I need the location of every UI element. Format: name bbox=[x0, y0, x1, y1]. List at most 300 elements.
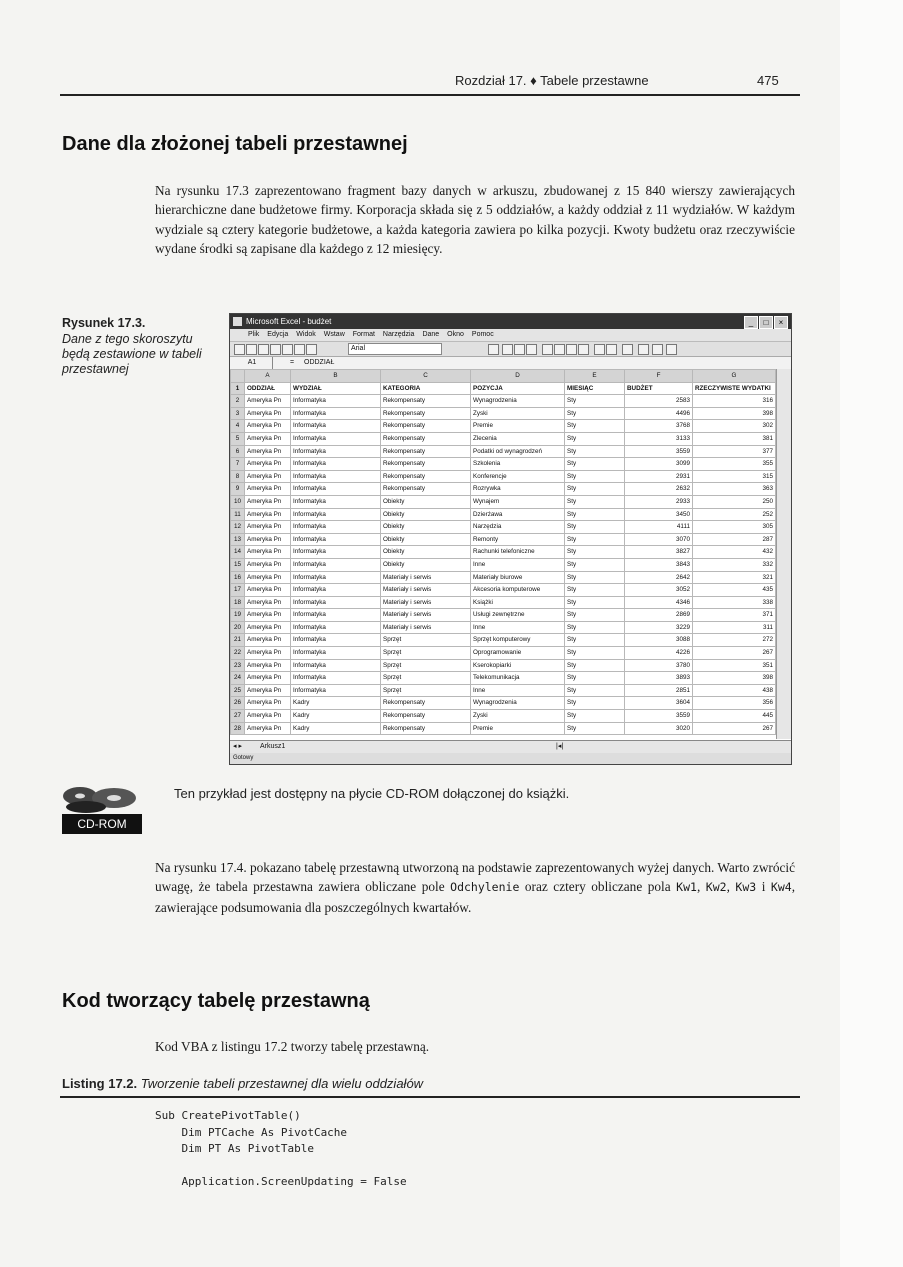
grid-cell[interactable]: Premie bbox=[471, 722, 565, 735]
grid-cell[interactable]: Premie bbox=[471, 420, 565, 433]
row-number[interactable]: 13 bbox=[231, 533, 245, 546]
grid-cell[interactable]: Sty bbox=[565, 697, 625, 710]
row-number[interactable]: 7 bbox=[231, 458, 245, 471]
row-number[interactable]: 16 bbox=[231, 571, 245, 584]
grid-cell[interactable]: Obiekty bbox=[381, 533, 471, 546]
table-row bbox=[231, 470, 776, 483]
grid-cell[interactable]: Sty bbox=[565, 470, 625, 483]
grid-cell[interactable]: Dzierżawa bbox=[471, 508, 565, 521]
grid-cell[interactable]: Informatyka bbox=[291, 684, 381, 697]
grid-cell[interactable]: 338 bbox=[693, 596, 776, 609]
row-number[interactable]: 25 bbox=[231, 684, 245, 697]
align-right-icon[interactable] bbox=[566, 344, 577, 355]
grid-cell[interactable]: Ameryka Pn bbox=[245, 621, 291, 634]
grid-cell[interactable]: Sty bbox=[565, 596, 625, 609]
grid-cell[interactable]: 315 bbox=[693, 470, 776, 483]
grid-cell[interactable]: Sty bbox=[565, 584, 625, 597]
grid-cell[interactable]: Książki bbox=[471, 596, 565, 609]
row-number[interactable]: 14 bbox=[231, 546, 245, 559]
grid-cell[interactable]: Ameryka Pn bbox=[245, 647, 291, 660]
align-center-icon[interactable] bbox=[554, 344, 565, 355]
grid-cell[interactable]: Wynagrodzenia bbox=[471, 697, 565, 710]
grid-cell[interactable]: Informatyka bbox=[291, 621, 381, 634]
grid-cell[interactable]: Informatyka bbox=[291, 395, 381, 408]
grid-cell[interactable]: BUDŻET bbox=[625, 382, 693, 395]
grid-cell[interactable]: 432 bbox=[693, 546, 776, 559]
column-header[interactable]: C bbox=[381, 370, 471, 383]
row-number[interactable]: 5 bbox=[231, 432, 245, 445]
grid-cell[interactable]: Ameryka Pn bbox=[245, 508, 291, 521]
grid-cell[interactable]: 363 bbox=[693, 483, 776, 496]
grid-cell[interactable]: Sty bbox=[565, 647, 625, 660]
font-size-icon[interactable] bbox=[488, 344, 499, 355]
grid-cell[interactable]: 321 bbox=[693, 571, 776, 584]
grid-cell[interactable]: Ameryka Pn bbox=[245, 495, 291, 508]
grid-cell[interactable]: 3070 bbox=[625, 533, 693, 546]
grid-cell[interactable]: Sprzęt bbox=[381, 647, 471, 660]
grid-cell[interactable]: Rekompensaty bbox=[381, 710, 471, 723]
grid-cell[interactable]: 4226 bbox=[625, 647, 693, 660]
row-number[interactable]: 8 bbox=[231, 470, 245, 483]
grid-cell[interactable]: Rachunki telefoniczne bbox=[471, 546, 565, 559]
grid-cell[interactable]: Ameryka Pn bbox=[245, 407, 291, 420]
grid-cell[interactable]: Rekompensaty bbox=[381, 445, 471, 458]
table-row bbox=[231, 571, 776, 584]
row-number[interactable]: 11 bbox=[231, 508, 245, 521]
grid-cell[interactable]: 2931 bbox=[625, 470, 693, 483]
grid-cell[interactable]: Wynagrodzenia bbox=[471, 395, 565, 408]
menu-item[interactable]: Pomoc bbox=[471, 331, 494, 338]
menu-item[interactable]: Widok bbox=[296, 331, 316, 338]
listing-label: Listing 17.2. bbox=[62, 1076, 138, 1091]
font-color-icon[interactable] bbox=[666, 344, 677, 355]
close-icon[interactable]: × bbox=[774, 316, 788, 329]
grid-cell[interactable]: 3020 bbox=[625, 722, 693, 735]
grid-cell[interactable]: Sprzęt komputerowy bbox=[471, 634, 565, 647]
grid-cell[interactable]: 381 bbox=[693, 432, 776, 445]
vertical-scrollbar[interactable] bbox=[776, 369, 791, 739]
table-row bbox=[231, 407, 776, 420]
sheet-tab-arkusz1[interactable]: Arkusz1 bbox=[260, 743, 286, 750]
grid-cell[interactable]: Materiały i serwis bbox=[381, 609, 471, 622]
grid-cell[interactable]: Informatyka bbox=[291, 609, 381, 622]
grid-cell[interactable]: 316 bbox=[693, 395, 776, 408]
grid-cell[interactable]: Akcesoria komputerowe bbox=[471, 584, 565, 597]
grid-cell[interactable]: 3133 bbox=[625, 432, 693, 445]
grid-cell[interactable]: Sty bbox=[565, 495, 625, 508]
grid-cell[interactable]: Kadry bbox=[291, 710, 381, 723]
grid-cell[interactable]: 332 bbox=[693, 558, 776, 571]
table-row bbox=[231, 508, 776, 521]
figure-caption bbox=[62, 316, 212, 377]
grid-cell[interactable]: Informatyka bbox=[291, 470, 381, 483]
currency-icon[interactable] bbox=[594, 344, 605, 355]
grid-cell[interactable]: Ameryka Pn bbox=[245, 697, 291, 710]
grid-cell[interactable]: Sty bbox=[565, 634, 625, 647]
align-left-icon[interactable] bbox=[542, 344, 553, 355]
grid-cell[interactable]: Usługi zewnętrzne bbox=[471, 609, 565, 622]
row-number[interactable]: 21 bbox=[231, 634, 245, 647]
grid-cell[interactable]: 3559 bbox=[625, 710, 693, 723]
intro-paragraph: Na rysunku 17.3 zaprezentowano fragment bazy danych w arkuszu, zbudowanej z 15 840 wierszy zawierających hierarchiczne dane budżetowe firmy. Korporacja składa się z 5 oddziałów, a każdy oddział z 11 wydziałów. W każdym wydziale są cztery kategorie budżetowe, a każda kategoria zawiera po kilka pozycji. Kwoty budżetu oraz rzeczywiście wydane środki są zapisane dla każdego z 12 miesięcy. bbox=[155, 183, 795, 257]
grid-cell[interactable]: Informatyka bbox=[291, 458, 381, 471]
grid-cell[interactable]: Informatyka bbox=[291, 483, 381, 496]
menu-item[interactable]: Okno bbox=[447, 331, 464, 338]
grid-cell[interactable]: 3893 bbox=[625, 672, 693, 685]
grid-cell[interactable]: KATEGORIA bbox=[381, 382, 471, 395]
grid-cell[interactable]: Rekompensaty bbox=[381, 722, 471, 735]
grid-cell[interactable]: Sty bbox=[565, 508, 625, 521]
row-number[interactable]: 27 bbox=[231, 710, 245, 723]
grid-cell[interactable]: Sty bbox=[565, 672, 625, 685]
column-header[interactable]: D bbox=[471, 370, 565, 383]
grid-cell[interactable]: Ameryka Pn bbox=[245, 432, 291, 445]
row-number[interactable]: 10 bbox=[231, 495, 245, 508]
grid-cell[interactable]: Sty bbox=[565, 558, 625, 571]
grid-cell[interactable]: Ameryka Pn bbox=[245, 395, 291, 408]
menu-item[interactable]: Edycja bbox=[267, 331, 289, 338]
grid-cell[interactable]: Sty bbox=[565, 684, 625, 697]
grid-cell[interactable]: Zlecenia bbox=[471, 432, 565, 445]
pivot-paragraph bbox=[155, 858, 795, 917]
grid-cell[interactable]: 3827 bbox=[625, 546, 693, 559]
table-row bbox=[231, 521, 776, 534]
grid-cell[interactable]: 2869 bbox=[625, 609, 693, 622]
grid-cell[interactable]: Obiekty bbox=[381, 495, 471, 508]
preview-icon[interactable] bbox=[282, 344, 293, 355]
grid-cell[interactable]: Sty bbox=[565, 609, 625, 622]
grid-cell[interactable]: Informatyka bbox=[291, 571, 381, 584]
table-row bbox=[231, 697, 776, 710]
grid-cell[interactable]: Ameryka Pn bbox=[245, 684, 291, 697]
grid-cell[interactable]: 445 bbox=[693, 710, 776, 723]
underline-icon[interactable] bbox=[526, 344, 537, 355]
grid-cell[interactable]: Sprzęt bbox=[381, 659, 471, 672]
grid-cell[interactable]: Materiały biurowe bbox=[471, 571, 565, 584]
grid-cell[interactable]: Sty bbox=[565, 533, 625, 546]
para2-text-3: , bbox=[696, 879, 706, 895]
grid-cell[interactable]: Ameryka Pn bbox=[245, 420, 291, 433]
row-number[interactable]: 24 bbox=[231, 672, 245, 685]
row-number[interactable]: 28 bbox=[231, 722, 245, 735]
grid-cell[interactable]: Informatyka bbox=[291, 533, 381, 546]
grid-cell[interactable]: Ameryka Pn bbox=[245, 521, 291, 534]
grid-cell[interactable]: 4496 bbox=[625, 407, 693, 420]
grid-cell[interactable]: 2632 bbox=[625, 483, 693, 496]
maximize-icon[interactable]: □ bbox=[759, 316, 773, 329]
row-number[interactable]: 4 bbox=[231, 420, 245, 433]
grid-cell[interactable]: Materiały i serwis bbox=[381, 596, 471, 609]
grid-cell[interactable]: Materiały i serwis bbox=[381, 621, 471, 634]
grid-cell[interactable]: Ameryka Pn bbox=[245, 533, 291, 546]
new-icon[interactable] bbox=[234, 344, 245, 355]
status-bar: Gotowy bbox=[230, 753, 792, 764]
grid-cell[interactable]: Rekompensaty bbox=[381, 470, 471, 483]
excel-menu-bar bbox=[230, 329, 791, 342]
grid-cell[interactable]: Sty bbox=[565, 571, 625, 584]
grid-cell[interactable]: Remonty bbox=[471, 533, 565, 546]
grid-cell[interactable]: 398 bbox=[693, 407, 776, 420]
row-number[interactable]: 3 bbox=[231, 407, 245, 420]
grid-cell[interactable]: Sty bbox=[565, 445, 625, 458]
grid-cell[interactable]: Obiekty bbox=[381, 508, 471, 521]
borders-icon[interactable] bbox=[638, 344, 649, 355]
grid-cell[interactable]: Ameryka Pn bbox=[245, 634, 291, 647]
grid-cell[interactable]: Informatyka bbox=[291, 432, 381, 445]
row-number[interactable]: 1 bbox=[231, 382, 245, 395]
grid-cell[interactable]: Ameryka Pn bbox=[245, 483, 291, 496]
select-all-corner[interactable] bbox=[231, 370, 245, 383]
grid-cell[interactable]: 311 bbox=[693, 621, 776, 634]
grid-cell[interactable]: Ameryka Pn bbox=[245, 571, 291, 584]
grid-cell[interactable]: Rekompensaty bbox=[381, 432, 471, 445]
menu-item[interactable]: Narzędzia bbox=[382, 331, 415, 338]
table-row bbox=[231, 395, 776, 408]
grid-cell[interactable]: Sprzęt bbox=[381, 684, 471, 697]
help-icon[interactable] bbox=[306, 344, 317, 355]
formula-input[interactable]: ODDZIAŁ bbox=[304, 359, 335, 366]
grid-cell[interactable]: Materiały i serwis bbox=[381, 571, 471, 584]
grid-cell[interactable]: Sty bbox=[565, 621, 625, 634]
grid-cell[interactable]: Inne bbox=[471, 684, 565, 697]
row-number[interactable]: 9 bbox=[231, 483, 245, 496]
grid-cell[interactable]: Ameryka Pn bbox=[245, 558, 291, 571]
bold-icon[interactable] bbox=[502, 344, 513, 355]
grid-cell[interactable]: 3768 bbox=[625, 420, 693, 433]
grid-cell[interactable]: 302 bbox=[693, 420, 776, 433]
grid-cell[interactable]: Informatyka bbox=[291, 407, 381, 420]
row-number[interactable]: 15 bbox=[231, 558, 245, 571]
merge-icon[interactable] bbox=[578, 344, 589, 355]
grid-cell[interactable]: 3052 bbox=[625, 584, 693, 597]
menu-item[interactable]: Plik bbox=[248, 331, 260, 338]
grid-cell[interactable]: 250 bbox=[693, 495, 776, 508]
tab-nav-icon[interactable]: ◂ ▸ bbox=[233, 743, 242, 750]
row-number[interactable]: 17 bbox=[231, 584, 245, 597]
grid-cell[interactable]: Wynajem bbox=[471, 495, 565, 508]
menu-item[interactable]: Format bbox=[352, 331, 375, 338]
table-row bbox=[231, 382, 776, 395]
grid-cell[interactable]: Konferencje bbox=[471, 470, 565, 483]
grid-cell[interactable]: Ameryka Pn bbox=[245, 458, 291, 471]
column-header[interactable]: E bbox=[565, 370, 625, 383]
grid-cell[interactable]: Rekompensaty bbox=[381, 420, 471, 433]
row-number[interactable]: 20 bbox=[231, 621, 245, 634]
undo-icon[interactable] bbox=[294, 344, 305, 355]
italic-icon[interactable] bbox=[514, 344, 525, 355]
grid-cell[interactable]: 272 bbox=[693, 634, 776, 647]
grid-cell[interactable]: Ameryka Pn bbox=[245, 609, 291, 622]
grid-cell[interactable]: 3843 bbox=[625, 558, 693, 571]
grid-cell[interactable]: 3559 bbox=[625, 445, 693, 458]
grid-cell[interactable]: Zyski bbox=[471, 407, 565, 420]
figure-label: Rysunek 17.3. bbox=[62, 316, 146, 330]
grid-cell[interactable]: Ameryka Pn bbox=[245, 445, 291, 458]
horizontal-scrollbar[interactable]: |◂| bbox=[556, 743, 564, 750]
grid-cell[interactable]: 398 bbox=[693, 672, 776, 685]
grid-cell[interactable]: 287 bbox=[693, 533, 776, 546]
grid-cell[interactable]: Obiekty bbox=[381, 546, 471, 559]
grid-cell[interactable]: Obiekty bbox=[381, 521, 471, 534]
grid-cell[interactable]: Sty bbox=[565, 395, 625, 408]
table-row bbox=[231, 558, 776, 571]
indent-icon[interactable] bbox=[622, 344, 633, 355]
table-row bbox=[231, 445, 776, 458]
grid-cell[interactable]: Rekompensaty bbox=[381, 395, 471, 408]
column-header[interactable]: B bbox=[291, 370, 381, 383]
row-number[interactable]: 18 bbox=[231, 596, 245, 609]
grid-cell[interactable]: 3099 bbox=[625, 458, 693, 471]
header-rule bbox=[60, 94, 800, 96]
grid-cell[interactable]: Ameryka Pn bbox=[245, 672, 291, 685]
grid-cell[interactable]: Informatyka bbox=[291, 634, 381, 647]
grid-cell[interactable]: Sty bbox=[565, 483, 625, 496]
row-number[interactable]: 6 bbox=[231, 445, 245, 458]
print-icon[interactable] bbox=[270, 344, 281, 355]
grid-cell[interactable]: Sty bbox=[565, 659, 625, 672]
grid-cell[interactable]: MIESIĄC bbox=[565, 382, 625, 395]
grid-cell[interactable]: 267 bbox=[693, 647, 776, 660]
grid-cell[interactable]: Informatyka bbox=[291, 659, 381, 672]
grid-cell[interactable]: 305 bbox=[693, 521, 776, 534]
grid-cell[interactable]: WYDZIAŁ bbox=[291, 382, 381, 395]
grid-cell[interactable]: 252 bbox=[693, 508, 776, 521]
grid-cell[interactable]: Rozrywka bbox=[471, 483, 565, 496]
table-row bbox=[231, 621, 776, 634]
grid-cell[interactable]: Sty bbox=[565, 407, 625, 420]
grid-cell[interactable]: Kserokopiarki bbox=[471, 659, 565, 672]
percent-icon[interactable] bbox=[606, 344, 617, 355]
grid-cell[interactable]: Kadry bbox=[291, 722, 381, 735]
grid-cell[interactable]: Sty bbox=[565, 458, 625, 471]
grid-cell[interactable]: Informatyka bbox=[291, 596, 381, 609]
grid-cell[interactable]: Informatyka bbox=[291, 495, 381, 508]
grid-cell[interactable]: Informatyka bbox=[291, 420, 381, 433]
grid-cell[interactable]: Informatyka bbox=[291, 647, 381, 660]
grid-cell[interactable]: 2851 bbox=[625, 684, 693, 697]
row-number[interactable]: 26 bbox=[231, 697, 245, 710]
table-row bbox=[231, 684, 776, 697]
field-kw3: Kw3 bbox=[735, 880, 757, 895]
grid-cell[interactable]: Sty bbox=[565, 546, 625, 559]
field-kw4: Kw4 bbox=[770, 880, 792, 895]
grid-cell[interactable]: Informatyka bbox=[291, 672, 381, 685]
grid-cell[interactable]: 351 bbox=[693, 659, 776, 672]
grid-cell[interactable]: 3088 bbox=[625, 634, 693, 647]
grid-cell[interactable]: 377 bbox=[693, 445, 776, 458]
grid-cell[interactable]: 356 bbox=[693, 697, 776, 710]
grid-cell[interactable]: 3450 bbox=[625, 508, 693, 521]
grid-cell[interactable]: ODDZIAŁ bbox=[245, 382, 291, 395]
grid-cell[interactable]: Rekompensaty bbox=[381, 697, 471, 710]
grid-cell[interactable]: Kadry bbox=[291, 697, 381, 710]
grid-cell[interactable]: Oprogramowanie bbox=[471, 647, 565, 660]
grid-cell[interactable]: Rekompensaty bbox=[381, 407, 471, 420]
grid-cell[interactable]: Informatyka bbox=[291, 558, 381, 571]
grid-cell[interactable]: Informatyka bbox=[291, 546, 381, 559]
grid-cell[interactable]: 435 bbox=[693, 584, 776, 597]
fill-color-icon[interactable] bbox=[652, 344, 663, 355]
grid-cell[interactable]: Informatyka bbox=[291, 584, 381, 597]
grid-cell[interactable]: Rekompensaty bbox=[381, 458, 471, 471]
grid-cell[interactable]: Rekompensaty bbox=[381, 483, 471, 496]
grid-cell[interactable]: Ameryka Pn bbox=[245, 584, 291, 597]
row-number[interactable]: 12 bbox=[231, 521, 245, 534]
column-header[interactable]: A bbox=[245, 370, 291, 383]
minimize-icon[interactable]: _ bbox=[744, 316, 758, 329]
open-icon[interactable] bbox=[246, 344, 257, 355]
grid-cell[interactable]: 3229 bbox=[625, 621, 693, 634]
grid-cell[interactable]: POZYCJA bbox=[471, 382, 565, 395]
grid-cell[interactable]: Narzędzia bbox=[471, 521, 565, 534]
grid-cell[interactable]: Sty bbox=[565, 420, 625, 433]
grid-cell[interactable]: Szkolenia bbox=[471, 458, 565, 471]
grid-cell[interactable]: 3604 bbox=[625, 697, 693, 710]
grid-cell[interactable]: RZECZYWISTE WYDATKI bbox=[693, 382, 776, 395]
section-heading-data: Dane dla złożonej tabeli przestawnej bbox=[62, 133, 408, 155]
grid-cell[interactable]: Ameryka Pn bbox=[245, 722, 291, 735]
grid-cell[interactable]: Podatki od wynagrodzeń bbox=[471, 445, 565, 458]
grid-cell[interactable]: 2933 bbox=[625, 495, 693, 508]
listing-caption bbox=[62, 1076, 423, 1091]
grid-cell[interactable]: 3780 bbox=[625, 659, 693, 672]
grid-cell[interactable]: Informatyka bbox=[291, 445, 381, 458]
grid-cell[interactable]: Informatyka bbox=[291, 508, 381, 521]
menu-item[interactable]: Wstaw bbox=[323, 331, 345, 338]
grid-cell[interactable]: Materiały i serwis bbox=[381, 584, 471, 597]
grid-cell[interactable]: 2583 bbox=[625, 395, 693, 408]
row-number[interactable]: 2 bbox=[231, 395, 245, 408]
grid-cell[interactable]: Sty bbox=[565, 432, 625, 445]
para2-text-5: i bbox=[756, 879, 771, 895]
row-number[interactable]: 22 bbox=[231, 647, 245, 660]
grid-cell[interactable]: Inne bbox=[471, 621, 565, 634]
save-icon[interactable] bbox=[258, 344, 269, 355]
row-number[interactable]: 19 bbox=[231, 609, 245, 622]
sheet-tab-bar bbox=[230, 740, 791, 753]
grid-cell[interactable]: 4346 bbox=[625, 596, 693, 609]
grid-cell[interactable]: Ameryka Pn bbox=[245, 710, 291, 723]
name-box[interactable]: A1 bbox=[232, 357, 273, 369]
grid-cell[interactable]: 2642 bbox=[625, 571, 693, 584]
grid-cell[interactable]: Obiekty bbox=[381, 558, 471, 571]
grid-cell[interactable]: Ameryka Pn bbox=[245, 470, 291, 483]
column-header[interactable]: F bbox=[625, 370, 693, 383]
grid-cell[interactable]: 355 bbox=[693, 458, 776, 471]
grid-cell[interactable]: Inne bbox=[471, 558, 565, 571]
grid-cell[interactable]: 4111 bbox=[625, 521, 693, 534]
grid-cell[interactable]: Sprzęt bbox=[381, 672, 471, 685]
grid-cell[interactable]: Zyski bbox=[471, 710, 565, 723]
grid-cell[interactable]: Sty bbox=[565, 710, 625, 723]
grid-cell[interactable]: Telekomunikacja bbox=[471, 672, 565, 685]
grid-cell[interactable]: 371 bbox=[693, 609, 776, 622]
grid-cell[interactable]: Sprzęt bbox=[381, 634, 471, 647]
row-number[interactable]: 23 bbox=[231, 659, 245, 672]
column-header[interactable]: G bbox=[693, 370, 776, 383]
menu-item[interactable]: Dane bbox=[422, 331, 440, 338]
grid-cell[interactable]: Sty bbox=[565, 722, 625, 735]
grid-cell[interactable]: 438 bbox=[693, 684, 776, 697]
grid-cell[interactable]: Ameryka Pn bbox=[245, 596, 291, 609]
grid-cell[interactable]: Ameryka Pn bbox=[245, 546, 291, 559]
grid-cell[interactable]: Ameryka Pn bbox=[245, 659, 291, 672]
font-select[interactable]: Arial bbox=[348, 343, 442, 355]
grid-cell[interactable]: Sty bbox=[565, 521, 625, 534]
grid-cell[interactable]: Informatyka bbox=[291, 521, 381, 534]
section-heading-code: Kod tworzący tabelę przestawną bbox=[62, 990, 370, 1012]
grid-cell[interactable]: 267 bbox=[693, 722, 776, 735]
